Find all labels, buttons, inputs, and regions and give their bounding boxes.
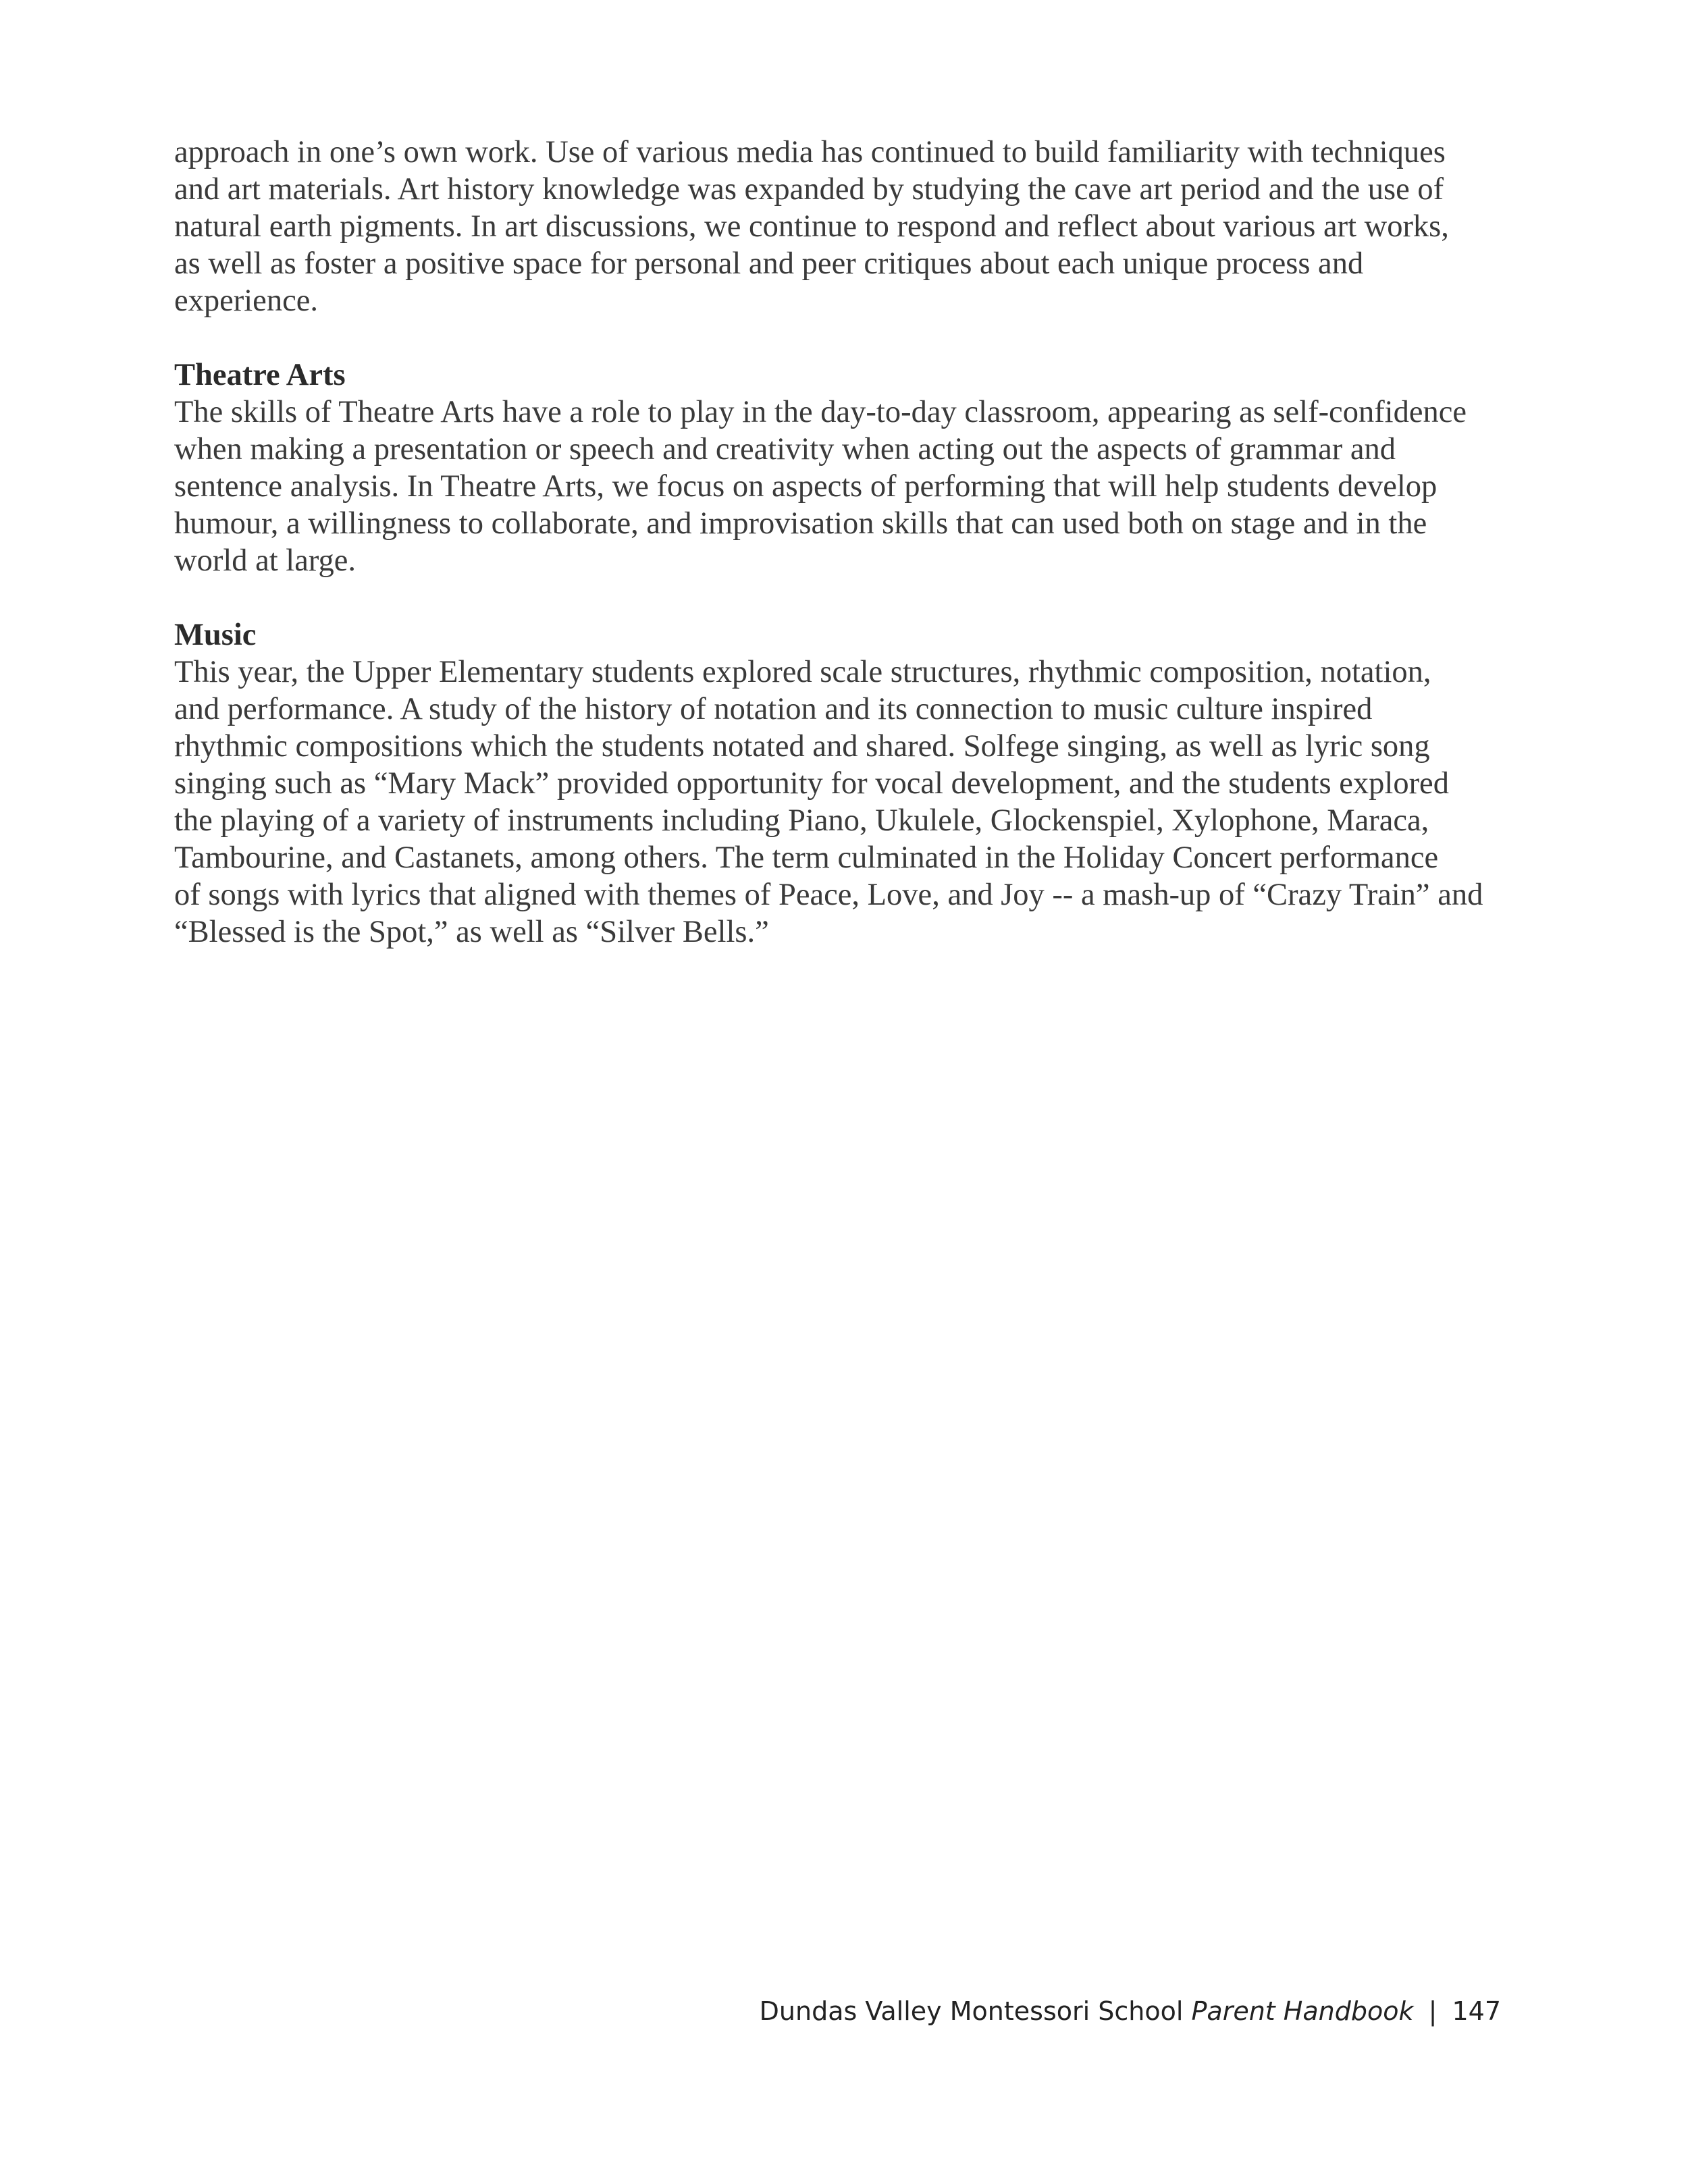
paragraph-line: as well as foster a positive space for personal and peer critiques about each unique process and [174,246,1364,281]
paragraph-line: the playing of a variety of instruments including Piano, Ukulele, Glockenspiel, Xylophone, Maraca, [174,803,1429,838]
paragraph-line: approach in one’s own work. Use of various media has continued to build familiarity with techniques [174,135,1446,169]
footer-separator: | [1428,1996,1438,2026]
paragraph-line: world at large. [174,543,357,578]
paragraph-line: and art materials. Art history knowledge was expanded by studying the cave art period and the use of [174,172,1444,207]
page-content [174,134,1525,951]
paragraph-line: and performance. A study of the history of notation and its connection to music culture inspired [174,692,1373,726]
paragraph-line: Tambourine, and Castanets, among others. The term culminated in the Holiday Concert performance [174,841,1439,875]
paragraph-line: rhythmic compositions which the students notated and shared. Solfege singing, as well as lyric song [174,729,1430,764]
intro-paragraph [174,134,1525,319]
paragraph-line: when making a presentation or speech and creativity when acting out the aspects of grammar and [174,432,1396,467]
footer-page-number: 147 [1452,1996,1501,2026]
theatre-arts-heading: Theatre Arts [174,358,346,392]
music-heading: Music [174,618,257,652]
footer-doc-title: Parent Handbook [1191,1996,1414,2026]
page-footer [760,1995,1501,2027]
paragraph-line: experience. [174,284,318,318]
paragraph-line: The skills of Theatre Arts have a role to play in the day-to-day classroom, appearing as self-confidence [174,395,1467,429]
paragraph-line: of songs with lyrics that aligned with themes of Peace, Love, and Joy -- a mash-up of “Crazy Train” and [174,878,1483,912]
paragraph-line: sentence analysis. In Theatre Arts, we focus on aspects of performing that will help students develop [174,469,1438,504]
paragraph-line: humour, a willingness to collaborate, and improvisation skills that can used both on stage and in the [174,506,1427,541]
paragraph-line: natural earth pigments. In art discussions, we continue to respond and reflect about various art works, [174,209,1449,244]
music-paragraph [174,654,1525,951]
theatre-arts-paragraph [174,394,1525,579]
paragraph-line: “Blessed is the Spot,” as well as “Silver Bells.” [174,915,769,949]
footer-school-name: Dundas Valley Montessori School [759,1996,1184,2026]
paragraph-line: singing such as “Mary Mack” provided opportunity for vocal development, and the students explored [174,766,1449,801]
paragraph-line: This year, the Upper Elementary students explored scale structures, rhythmic composition, notation, [174,655,1431,689]
